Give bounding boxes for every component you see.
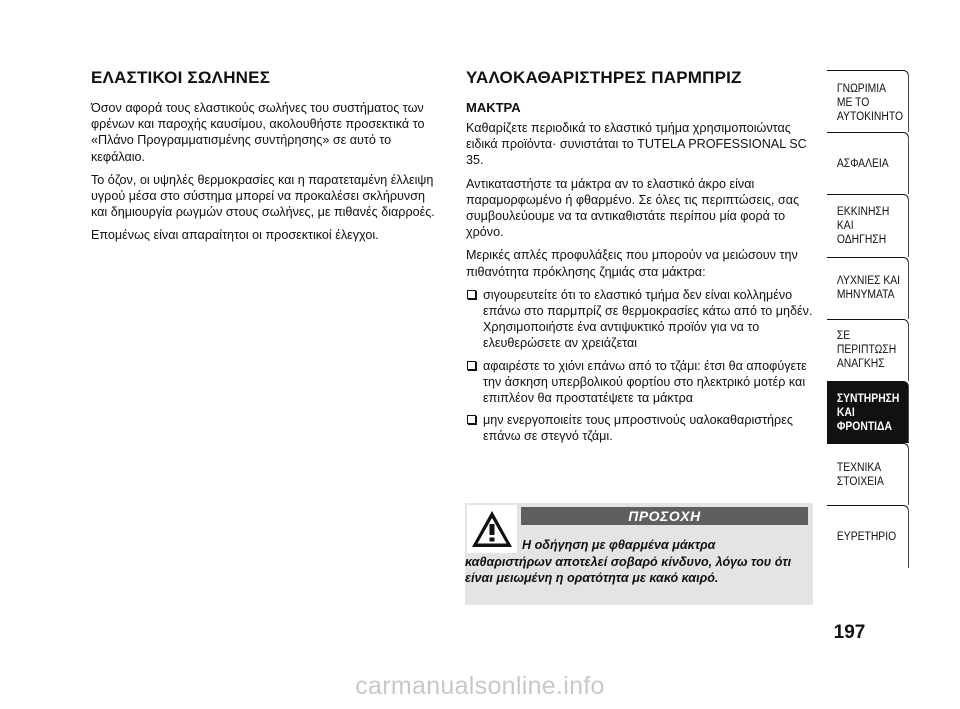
paragraph: Αντικαταστήστε τα μάκτρα αν το ελαστικό άκρο είναι παραμορφωμένο ή φθαρμένο. Σε όλες τις περιπτώσεις, σας συμβουλεύουμε να τα αντικαθιστάτε περίπου μία φορά το χρόνο. bbox=[466, 176, 800, 240]
list-item bbox=[466, 358, 814, 407]
checkbox-bullet-icon bbox=[467, 290, 476, 299]
subsection-title-blades: ΜΑΚΤΡΑ bbox=[466, 100, 521, 115]
tab-starting-driving[interactable]: ΕΚΚΙΝΗΣΗ ΚΑΙ ΟΔΗΓΗΣΗ bbox=[827, 194, 909, 256]
list-item bbox=[466, 412, 814, 444]
checkbox-bullet-icon bbox=[467, 361, 476, 370]
tab-getting-to-know[interactable]: ΓΝΩΡΙΜΙΑ ΜΕ ΤΟ ΑΥΤΟΚΙΝΗΤΟ bbox=[827, 70, 909, 132]
list-item-text: σιγουρευτείτε ότι το ελαστικό τμήμα δεν είναι κολλημένο επάνω στο παρμπρίζ σε θερμοκρασίες κάτω από το μηδέν. Χρησιμοποιήστε ένα αντιψυκτικό προϊόν για να το ελευθερώσετε αν χρειάζεται bbox=[483, 287, 813, 351]
section-title-wipers: ΥΑΛΟΚΑΘΑΡΙΣΤΗΡΕΣ ΠΑΡΜΠΡΙΖ bbox=[466, 68, 742, 87]
precautions-list bbox=[466, 287, 814, 445]
list-item-text: αφαιρέστε το χιόνι επάνω από το τζάμι: έτσι θα αποφύγετε την άσκηση υπερβολικού φορτίου στο ηλεκτρικό μοτέρ και επιπλέον θα προστατέψετε τα μάκτρα bbox=[483, 358, 807, 406]
paragraph: Επομένως είναι απαραίτητοι οι προσεκτικοί έλεγχοι. bbox=[91, 228, 379, 243]
list-item bbox=[466, 287, 814, 352]
left-column bbox=[91, 68, 443, 251]
tab-technical-data[interactable]: ΤΕΧΝΙΚΑ ΣΤΟΙΧΕΙΑ bbox=[827, 443, 909, 505]
tab-index[interactable]: ΕΥΡΕΤΗΡΙΟ bbox=[827, 505, 909, 567]
chapter-tabs bbox=[827, 70, 918, 568]
right-column bbox=[466, 68, 814, 451]
section-title-hoses: ΕΛΑΣΤΙΚΟΙ ΣΩΛΗΝΕΣ bbox=[91, 68, 271, 87]
checkbox-bullet-icon bbox=[467, 415, 476, 424]
watermark: carmanualsonline.info bbox=[355, 672, 605, 700]
warning-heading: ΠΡΟΣΟΧΗ bbox=[521, 507, 808, 525]
paragraph: Μερικές απλές προφυλάξεις που μπορούν να μειώσουν την πιθανότητα πρόκλησης ζημιάς στα μάκτρα: bbox=[466, 248, 798, 279]
page-number: 197 bbox=[833, 622, 866, 643]
paragraph: Το όζον, οι υψηλές θερμοκρασίες και η παρατεταμένη έλλειψη υγρού μέσα στο σύστημα μπορεί να προκαλέσει σκλήρυνση και δημιουργία ρωγμών στους σωλήνες, με πιθανές διαρροές. bbox=[91, 172, 435, 220]
warning-text: Η οδήγηση με φθαρμένα μάκτρα καθαριστήρων αποτελεί σοβαρό κίνδυνο, λόγω του ότι είναι μειωμένη η ορατότητα με κακό καιρό. bbox=[465, 538, 792, 585]
warning-box bbox=[465, 503, 813, 605]
paragraph: Όσον αφορά τους ελαστικούς σωλήνες του συστήματος των φρένων και παροχής καυσίμου, ακολουθήστε προσεκτικά το «Πλάνο Προγραμματισμένης συντήρησης» σε αυτό το κεφάλαιο. bbox=[91, 101, 425, 164]
paragraph: Καθαρίζετε περιοδικά το ελαστικό τμήμα χρησιμοποιώντας ειδικά προϊόντα· συνιστάται το TUTELA PROFESSIONAL SC 35. bbox=[466, 121, 807, 168]
tab-warning-lights[interactable]: ΛΥΧΝΙΕΣ ΚΑΙ ΜΗΝΥΜΑΤΑ bbox=[827, 257, 909, 319]
list-item-text: μην ενεργοποιείτε τους μπροστινούς υαλοκαθαριστήρες επάνω σε στεγνό τζάμι. bbox=[483, 413, 793, 444]
tab-emergency[interactable]: ΣΕ ΠΕΡΙΠΤΩΣΗ ΑΝΑΓΚΗΣ bbox=[827, 319, 909, 381]
tab-maintenance-care[interactable]: ΣΥΝΤΗΡΗΣΗ ΚΑΙ ΦΡΟΝΤΙΔΑ bbox=[827, 381, 909, 443]
tab-safety[interactable]: ΑΣΦΑΛΕΙΑ bbox=[827, 132, 909, 194]
